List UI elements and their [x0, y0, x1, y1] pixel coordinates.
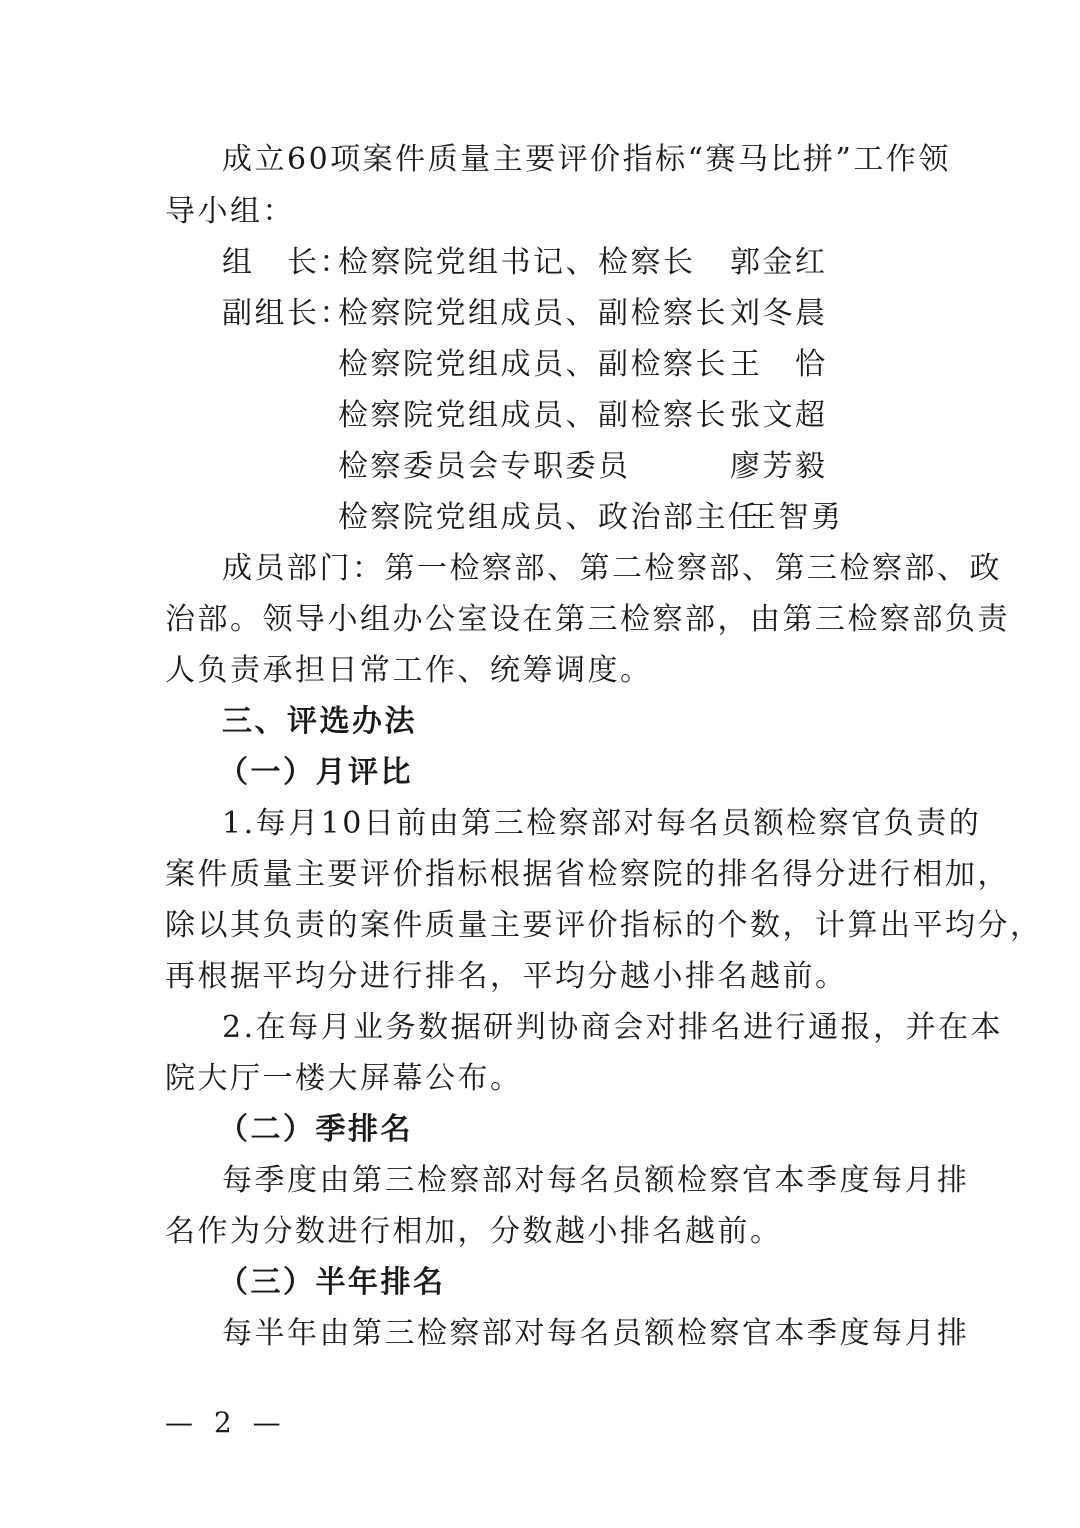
paragraph-line: 除以其负责的案件质量主要评价指标的个数，计算出平均分，	[165, 908, 1043, 943]
role-title: 检察委员会专职委员	[338, 449, 631, 484]
member-name: 廖芳毅	[730, 449, 828, 484]
paragraph-line: 每季度由第三检察部对每名员额检察官本季度每月排	[222, 1163, 970, 1198]
roster-row-leader	[0, 243, 1080, 283]
subsection-heading-quarterly: （二）季排名	[218, 1112, 413, 1147]
paragraph-line: 案件质量主要评价指标根据省检察院的排名得分进行相加，	[165, 857, 1010, 892]
intro-line-1: 成立60项案件质量主要评价指标“赛马比拼”工作领	[222, 142, 951, 177]
roster-row-deputy	[0, 345, 1080, 385]
role-title: 检察院党组书记、检察长	[338, 245, 696, 280]
role-label-leader: 组 长：	[222, 245, 352, 280]
member-name: 张文超	[730, 398, 828, 433]
role-label-deputies: 副组长：	[222, 296, 352, 331]
role-title: 检察院党组成员、政治部主任	[338, 500, 761, 535]
role-title: 检察院党组成员、副检察长	[338, 296, 728, 331]
paragraph-line: 名作为分数进行相加，分数越小排名越前。	[165, 1214, 783, 1249]
members-line-1: 成员部门：第一检察部、第二检察部、第三检察部、政	[222, 551, 1002, 586]
paragraph-line: 院大厅一楼大屏幕公布。	[165, 1061, 523, 1096]
member-name: 刘冬晨	[730, 296, 828, 331]
role-title: 检察院党组成员、副检察长	[338, 398, 728, 433]
roster-row-deputy	[0, 396, 1080, 436]
members-line-3: 人负责承担日常工作、统筹调度。	[165, 653, 653, 688]
section-heading: 三、评选办法	[222, 704, 417, 739]
paragraph-line: 2.在每月业务数据研判协商会对排名进行通报，并在本	[222, 1010, 1004, 1045]
subsection-heading-monthly: （一）月评比	[218, 755, 413, 790]
member-name: 王智勇	[746, 500, 844, 535]
subsection-heading-half-year: （三）半年排名	[218, 1265, 446, 1300]
role-title: 检察院党组成员、副检察长	[338, 347, 728, 382]
intro-line-2: 导小组：	[165, 194, 295, 229]
paragraph-line: 1.每月10日前由第三检察部对每名员额检察官负责的	[222, 806, 982, 841]
paragraph-line: 再根据平均分进行排名，平均分越小排名越前。	[165, 959, 848, 994]
member-name: 郭金红	[730, 245, 828, 280]
member-name: 王 恰	[730, 347, 828, 382]
roster-row-deputy	[0, 447, 1080, 487]
roster-row-deputy	[0, 294, 1080, 334]
roster-row-deputy	[0, 498, 1080, 538]
paragraph-line: 每半年由第三检察部对每名员额检察官本季度每月排	[222, 1316, 970, 1351]
members-line-2: 治部。领导小组办公室设在第三检察部，由第三检察部负责	[165, 602, 1010, 637]
page-number: — 2 —	[165, 1406, 287, 1439]
